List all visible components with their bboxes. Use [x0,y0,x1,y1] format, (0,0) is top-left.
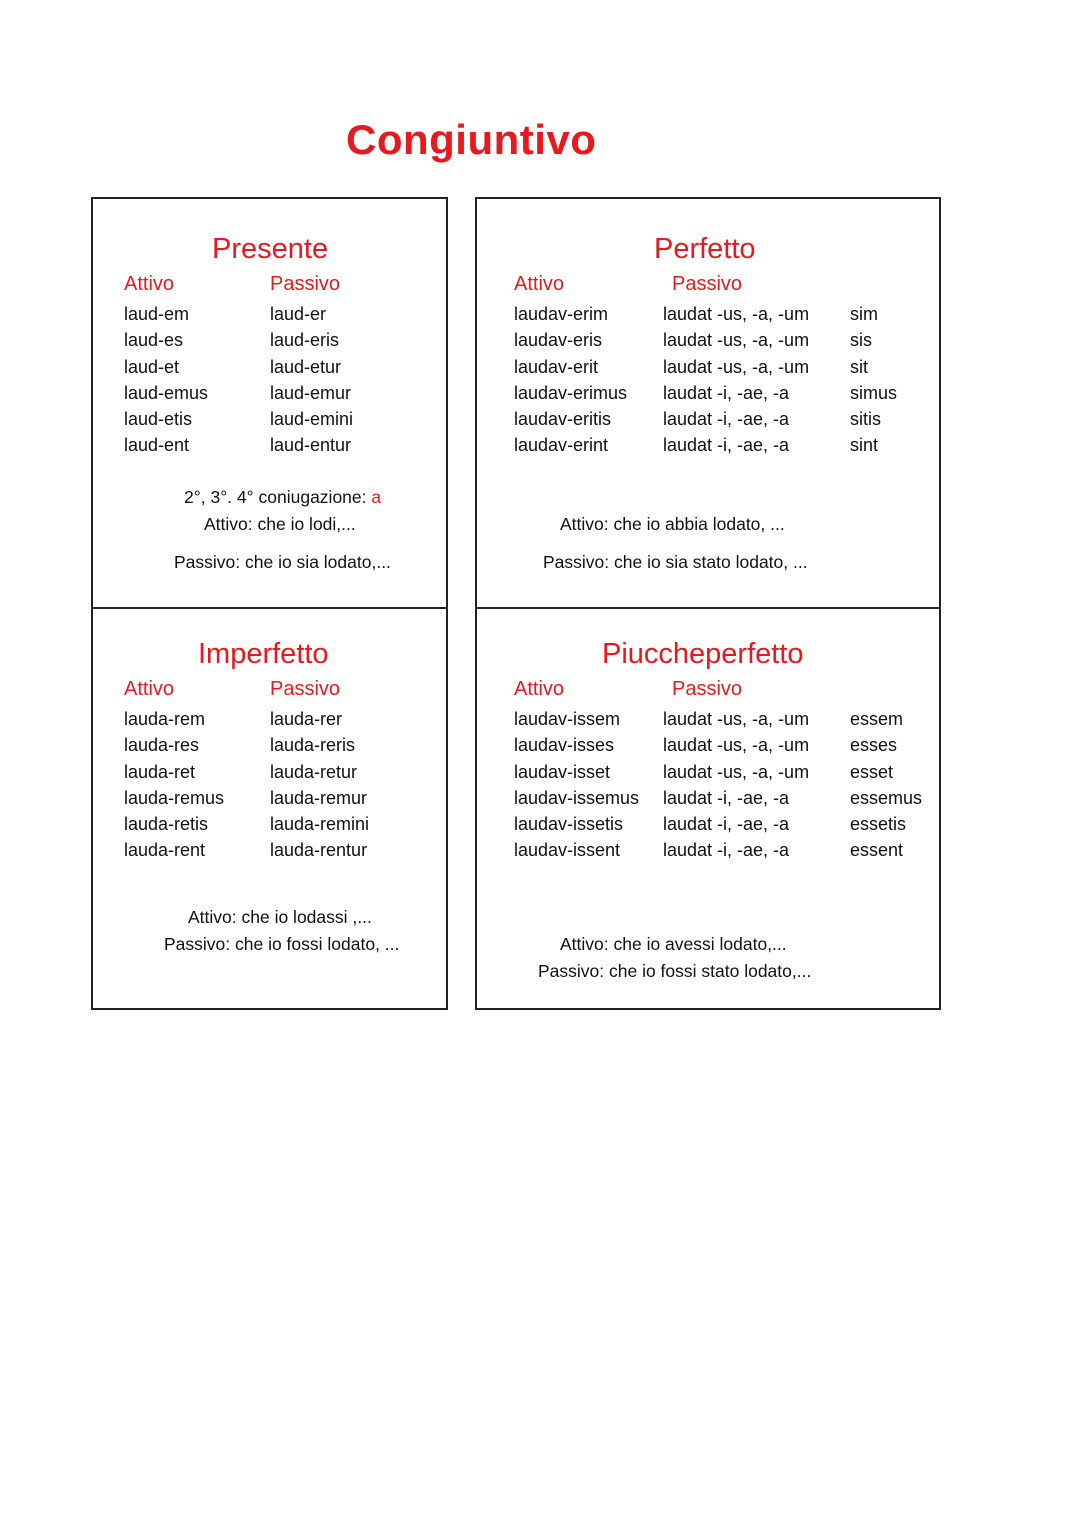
list-item: lauda-remini [270,814,370,835]
list-item: lauda-remur [270,787,368,808]
list-item: laudat -i, -ae, -a [663,382,790,403]
list-item: essetis [850,814,907,835]
piuccheperfetto-aux-list [850,706,922,864]
list-item: laudav-issent [514,840,621,861]
list-item: laud-emur [270,382,352,403]
piuccheperfetto-passivo-note: Passivo: che io fossi stato lodato,... [538,961,812,981]
page-title: Congiuntivo [346,116,597,163]
presente-heading: Presente [212,233,329,265]
list-item: lauda-retis [124,814,209,835]
piuccheperfetto-attivo-note: Attivo: che io avessi lodato,... [560,934,787,954]
perfetto-passivo-label: Passivo [672,273,743,295]
presente-attivo-label: Attivo [124,273,175,295]
imperfetto-passivo-list [270,706,369,864]
piuccheperfetto-heading: Piuccheperfetto [602,638,804,670]
list-item: laudav-erim [514,304,609,324]
list-item: laudav-issetis [514,814,624,835]
presente-attivo-note: Attivo: che io lodi,... [204,514,356,534]
perfetto-attivo-list [514,301,627,459]
list-item: sim [850,304,878,324]
list-item: essemus [850,787,923,808]
list-item: laudav-isset [514,761,611,782]
list-item: esset [850,761,894,782]
list-item: laud-etis [124,409,193,430]
list-item: laud-em [124,304,190,324]
list-item: sis [850,330,872,351]
list-item: laud-et [124,356,180,377]
list-item: sint [850,435,879,456]
list-item: laudat -us, -a, -um [663,709,810,729]
list-item: laudat -i, -ae, -a [663,814,790,835]
list-item: laud-ent [124,435,190,456]
perfetto-attivo-note: Attivo: che io abbia lodato, ... [560,514,785,534]
list-item: lauda-rent [124,840,206,861]
list-item: lauda-retur [270,761,358,782]
list-item: essem [850,709,904,729]
perfetto-passivo-list [663,301,809,459]
imperfetto-heading: Imperfetto [198,638,329,670]
list-item: laud-eris [270,330,340,351]
list-item: sit [850,356,868,377]
piuccheperfetto-attivo-label: Attivo [514,678,565,700]
list-item: laudat -i, -ae, -a [663,787,790,808]
list-item: laudav-erint [514,435,609,456]
list-item: laud-emus [124,382,209,403]
list-item: laudat -us, -a, -um [663,356,810,377]
presente-attivo-list [124,301,208,459]
list-item: laudav-eritis [514,409,612,430]
list-item: laudat -i, -ae, -a [663,840,790,861]
presente-passivo-note: Passivo: che io sia lodato,... [174,552,391,572]
list-item: laudat -us, -a, -um [663,761,810,782]
piuccheperfetto-attivo-list [514,706,639,864]
list-item: laudav-issemus [514,787,640,808]
presente-passivo-list [270,301,353,459]
list-item: laud-er [270,304,327,324]
list-item: laudav-eris [514,330,603,351]
list-item: lauda-reris [270,735,356,756]
list-item: lauda-rer [270,709,343,729]
perfetto-attivo-label: Attivo [514,273,565,295]
list-item: laudat -i, -ae, -a [663,435,790,456]
list-item: laudat -i, -ae, -a [663,409,790,430]
list-item: sitis [850,409,881,430]
list-item: lauda-remus [124,787,225,808]
list-item: esses [850,735,898,756]
list-item: laud-etur [270,356,342,377]
conj-note-text: 2°, 3°. 4° coniugazione: [184,487,372,507]
presente-conj-note [184,487,381,508]
list-item: laudav-erit [514,356,599,377]
list-item: essent [850,840,904,861]
list-item: laudav-issem [514,709,621,729]
imperfetto-attivo-list [124,706,224,864]
list-item: lauda-rentur [270,840,368,861]
perfetto-heading: Perfetto [654,233,756,265]
list-item: lauda-rem [124,709,206,729]
list-item: laudat -us, -a, -um [663,304,810,324]
list-item: laud-entur [270,435,352,456]
imperfetto-passivo-note: Passivo: che io fossi lodato, ... [164,934,400,954]
list-item: lauda-res [124,735,200,756]
imperfetto-attivo-label: Attivo [124,678,175,700]
list-item: laudav-erimus [514,382,628,403]
perfetto-aux-list [850,301,897,459]
perfetto-passivo-note: Passivo: che io sia stato lodato, ... [543,552,808,572]
list-item: laudav-isses [514,735,615,756]
list-item: laud-es [124,330,184,351]
conj-vowel: a [371,487,382,507]
presente-passivo-label: Passivo [270,273,341,295]
list-item: laudat -us, -a, -um [663,735,810,756]
imperfetto-attivo-note: Attivo: che io lodassi ,... [188,907,372,927]
list-item: simus [850,382,898,403]
list-item: laud-emini [270,409,354,430]
imperfetto-passivo-label: Passivo [270,678,341,700]
piuccheperfetto-passivo-list [663,706,809,864]
piuccheperfetto-passivo-label: Passivo [672,678,743,700]
list-item: lauda-ret [124,761,196,782]
list-item: laudat -us, -a, -um [663,330,810,351]
